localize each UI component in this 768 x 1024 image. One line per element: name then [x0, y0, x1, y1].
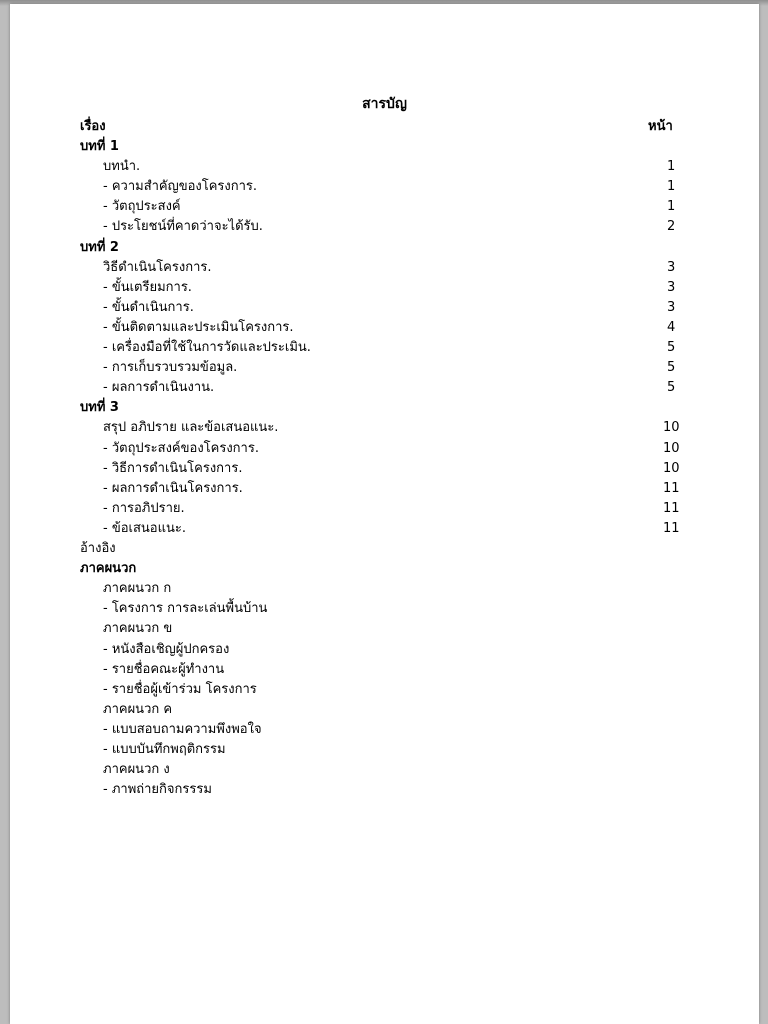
toc-entry: [10, 519, 759, 539]
toc-entry-text: - ผลการดำเนินงาน.: [103, 380, 215, 396]
toc-entry: [10, 418, 759, 438]
document-page: [10, 4, 759, 1024]
toc-entry: [10, 137, 759, 157]
toc-entry-text: ภาคผนวก: [80, 561, 137, 577]
toc-entry-text: บทที่ 1: [80, 139, 119, 154]
toc-entry: [10, 539, 759, 559]
toc-entry-text: - รายชื่อคณะผู้ทำงาน: [103, 661, 225, 677]
toc-entry: [10, 579, 759, 599]
toc-entry-text: - ความสำคัญของโครงการ.: [103, 179, 258, 195]
toc-entry: [10, 740, 759, 760]
toc-entry-page: 1: [667, 199, 676, 215]
toc-entry: [10, 278, 759, 298]
toc-entry: [10, 398, 759, 418]
toc-entry: [10, 640, 759, 660]
toc-entry: [10, 197, 759, 217]
toc-entry-page: 3: [667, 279, 676, 295]
toc-entry-page: 11: [663, 520, 680, 536]
toc-entry-text: - ภาพถ่ายกิจกรรรม: [103, 782, 212, 798]
toc-entry-text: - ขั้นติดตามและประเมินโครงการ.: [103, 319, 294, 335]
toc-entry-text: - ผลการดำเนินโครงการ.: [103, 480, 243, 496]
toc-entry: [10, 720, 759, 740]
toc-entry: [10, 700, 759, 720]
toc-entry: [10, 760, 759, 780]
header-subject: เรื่อง: [80, 119, 106, 134]
toc-entry-page: 10: [663, 420, 680, 436]
toc-entry: [10, 559, 759, 579]
toc-entry: [10, 298, 759, 318]
toc-entry-text: อ้างอิง: [80, 541, 116, 556]
toc-entry-page: 5: [667, 340, 676, 355]
toc-entry-page: 1: [667, 179, 676, 195]
toc-entry: [10, 479, 759, 499]
toc-entry-text: - วัตถุประสงค์: [103, 199, 181, 215]
toc-entry-text: ภาคผนวก ง: [103, 762, 170, 778]
toc-entry-text: บทที่ 3: [80, 400, 119, 416]
toc-entry-page: 2: [667, 219, 676, 235]
toc-entry: [10, 258, 759, 278]
toc-entry-text: ภาคผนวก ข: [103, 621, 173, 637]
toc-entry-text: - ขั้นดำเนินการ.: [103, 299, 194, 315]
toc-entry-page: 10: [663, 440, 680, 456]
toc-entry-page: 3: [667, 299, 676, 315]
toc-entry: [10, 157, 759, 177]
toc-entry: [10, 439, 759, 459]
toc-entry-page: 5: [667, 380, 676, 396]
toc-entry-text: - การอภิปราย.: [103, 500, 185, 516]
toc-entry: [10, 238, 759, 258]
toc-entry-text: วิธีดำเนินโครงการ.: [103, 259, 212, 275]
toc-entry-text: - วัตถุประสงค์ของโครงการ.: [103, 440, 259, 456]
toc-entry-page: 1: [667, 159, 676, 175]
toc-entry: [10, 318, 759, 338]
toc-header: [10, 117, 759, 137]
toc-entry-text: - ข้อเสนอแนะ.: [103, 520, 186, 536]
header-page: หน้า: [648, 119, 673, 134]
toc-entry-text: - เครื่องมือที่ใช้ในการวัดและประเมิน.: [103, 340, 311, 355]
toc-entry-text: สรุป อภิปราย และข้อเสนอแนะ.: [103, 420, 279, 436]
toc-entry: [10, 378, 759, 398]
toc-entry-page: 11: [663, 500, 680, 516]
toc-entry-text: - แบบบันทึกพฤติกรรม: [103, 742, 226, 757]
toc-entry-text: ภาคผนวก ค: [103, 701, 173, 717]
toc-entry: [10, 177, 759, 197]
toc-entry: [10, 619, 759, 639]
toc-entry: [10, 599, 759, 619]
toc-entry-text: - หนังสือเชิญผู้ปกครอง: [103, 641, 230, 657]
toc-entry-page: 4: [667, 319, 676, 335]
toc-entry: [10, 680, 759, 700]
toc-entry-text: บทที่ 2: [80, 239, 119, 255]
toc-entry-page: 10: [663, 460, 680, 476]
toc-entry-text: - รายชื่อผู้เข้าร่วม โครงการ: [103, 681, 257, 697]
toc-entry: [10, 660, 759, 680]
toc-entry: [10, 459, 759, 479]
toc-entry-text: - การเก็บรวบรวมข้อมูล.: [103, 360, 238, 376]
toc-entry-text: บทนำ.: [103, 159, 141, 175]
toc-entry: [10, 499, 759, 519]
toc-entry-page: 3: [667, 259, 676, 275]
toc-entry-page: 5: [667, 360, 676, 376]
toc-title: สารบัญ: [362, 96, 407, 112]
toc-entry-text: - โครงการ การละเล่นพื้นบ้าน: [103, 601, 268, 617]
toc-entry-text: - วิธีการดำเนินโครงการ.: [103, 460, 243, 476]
toc-entry-text: - ขั้นเตรียมการ.: [103, 279, 192, 295]
toc-entry-text: ภาคผนวก ก: [103, 581, 172, 597]
toc-entry: [10, 780, 759, 800]
toc-entry: [10, 338, 759, 358]
toc-entry-text: - แบบสอบถามความพึงพอใจ: [103, 721, 262, 737]
toc-entry-page: 11: [663, 480, 680, 496]
toc-entry: [10, 358, 759, 378]
toc-entry-text: - ประโยชน์ที่คาดว่าจะได้รับ.: [103, 219, 263, 235]
toc-entry: [10, 217, 759, 237]
